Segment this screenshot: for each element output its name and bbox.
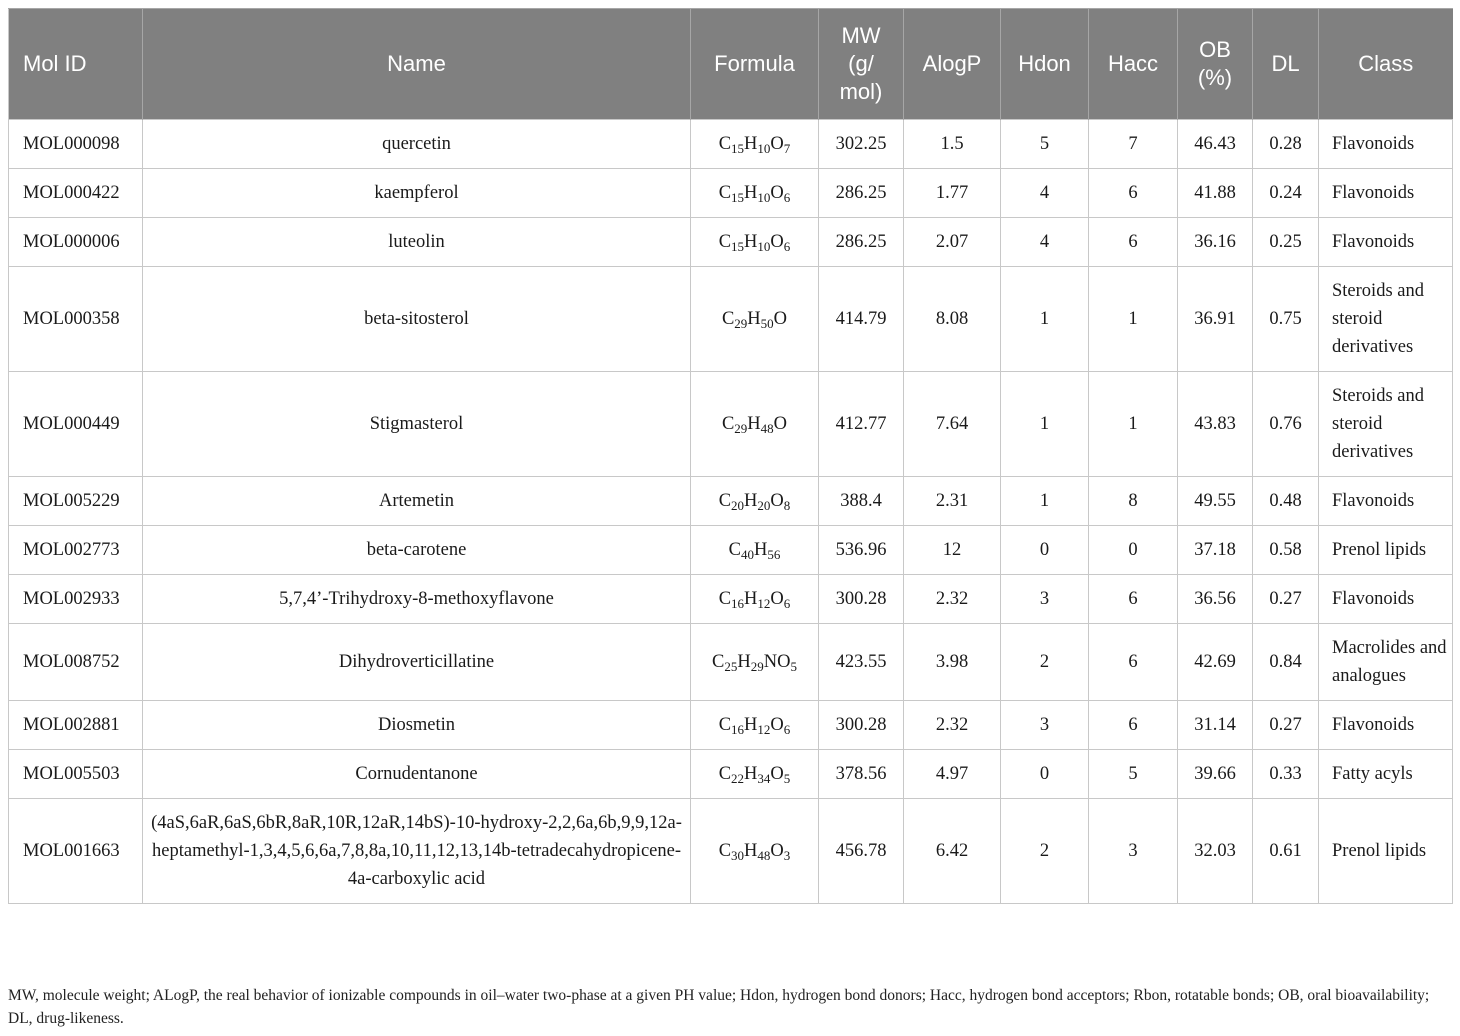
formula-count: 15 [731,141,745,156]
formula-count: 15 [731,239,745,254]
table-body [9,120,1453,904]
cell-hacc: 1 [1089,267,1178,372]
formula-count: 3 [783,848,791,863]
header-ob: OB (%) [1178,9,1253,120]
cell-hdon: 0 [1001,526,1089,575]
formula-count: 16 [731,596,745,611]
cell-alogp: 12 [904,526,1001,575]
cell-mol-id: MOL001663 [9,799,143,904]
cell-name: quercetin [143,120,691,169]
header-mw: MW (g/ mol) [819,9,904,120]
formula-element: H [744,232,758,252]
formula-count: 29 [750,659,764,674]
cell-hdon: 1 [1001,372,1089,477]
cell-mol-id: MOL005229 [9,477,143,526]
header-dl: DL [1253,9,1319,120]
cell-mol-id: MOL000006 [9,218,143,267]
table-row [9,799,1453,904]
cell-hacc: 6 [1089,624,1178,701]
formula-count: 29 [734,421,748,436]
cell-ob: 32.03 [1178,799,1253,904]
cell-ob: 36.56 [1178,575,1253,624]
cell-name: Artemetin [143,477,691,526]
cell-mw: 302.25 [819,120,904,169]
cell-hdon: 5 [1001,120,1089,169]
cell-dl: 0.84 [1253,624,1319,701]
formula-count: 5 [783,771,791,786]
formula-count: 56 [767,547,781,562]
cell-ob: 43.83 [1178,372,1253,477]
cell-ob: 41.88 [1178,169,1253,218]
cell-hacc: 7 [1089,120,1178,169]
formula-count: 10 [757,141,771,156]
table-row [9,526,1453,575]
cell-ob: 31.14 [1178,701,1253,750]
formula-element: O [770,232,784,252]
cell-formula [691,799,819,904]
formula-count: 16 [731,722,745,737]
formula-count: 20 [757,498,771,513]
cell-name: beta-carotene [143,526,691,575]
formula-count: 6 [783,239,791,254]
cell-name: Cornudentanone [143,750,691,799]
formula-count: 5 [790,659,797,674]
formula-element: C [712,652,725,672]
cell-dl: 0.76 [1253,372,1319,477]
cell-formula [691,218,819,267]
cell-name: kaempferol [143,169,691,218]
cell-dl: 0.28 [1253,120,1319,169]
cell-hdon: 0 [1001,750,1089,799]
cell-hdon: 4 [1001,218,1089,267]
cell-alogp: 1.77 [904,169,1001,218]
cell-mol-id: MOL000449 [9,372,143,477]
formula-count: 15 [731,190,745,205]
formula-element: O [773,414,788,434]
cell-ob: 36.91 [1178,267,1253,372]
formula-element: H [744,715,758,735]
cell-hdon: 3 [1001,701,1089,750]
table-row [9,169,1453,218]
cell-hacc: 6 [1089,701,1178,750]
formula-count: 8 [783,498,791,513]
formula-count: 10 [757,239,771,254]
cell-mw: 286.25 [819,218,904,267]
cell-dl: 0.33 [1253,750,1319,799]
cell-hdon: 2 [1001,624,1089,701]
cell-formula [691,750,819,799]
cell-mw: 300.28 [819,701,904,750]
cell-class: Fatty acyls [1319,750,1453,799]
cell-ob: 49.55 [1178,477,1253,526]
formula-element: O [770,491,784,511]
formula-count: 12 [757,722,771,737]
cell-mol-id: MOL000358 [9,267,143,372]
table-container [8,8,1452,904]
header-class: Class [1319,9,1453,120]
cell-name: luteolin [143,218,691,267]
cell-mol-id: MOL005503 [9,750,143,799]
cell-class: Flavonoids [1319,120,1453,169]
cell-ob: 37.18 [1178,526,1253,575]
formula-element: O [773,309,788,329]
formula-element: H [744,183,758,203]
formula-count: 6 [783,190,791,205]
cell-class: Steroids and steroid derivatives [1319,267,1453,372]
cell-formula [691,624,819,701]
cell-name: beta-sitosterol [143,267,691,372]
table-row [9,372,1453,477]
cell-dl: 0.27 [1253,701,1319,750]
formula-element: C [718,589,732,609]
cell-class: Prenol lipids [1319,526,1453,575]
formula-element: C [718,134,732,154]
cell-dl: 0.24 [1253,169,1319,218]
cell-formula [691,575,819,624]
cell-name: Diosmetin [143,701,691,750]
cell-alogp: 7.64 [904,372,1001,477]
cell-mw: 536.96 [819,526,904,575]
cell-mol-id: MOL002881 [9,701,143,750]
formula-element: C [718,491,732,511]
table-row [9,575,1453,624]
cell-hdon: 3 [1001,575,1089,624]
cell-hacc: 1 [1089,372,1178,477]
formula-element: C [718,183,732,203]
formula-element: C [718,764,732,784]
table-row [9,750,1453,799]
formula-count: 6 [783,596,791,611]
formula-element: O [770,841,784,861]
table-row [9,624,1453,701]
cell-alogp: 1.5 [904,120,1001,169]
cell-mol-id: MOL002933 [9,575,143,624]
cell-formula [691,701,819,750]
formula-count: 50 [760,316,774,331]
table-row [9,701,1453,750]
cell-mw: 412.77 [819,372,904,477]
cell-alogp: 2.32 [904,701,1001,750]
cell-dl: 0.75 [1253,267,1319,372]
formula-element: C [718,232,732,252]
cell-alogp: 3.98 [904,624,1001,701]
cell-hacc: 3 [1089,799,1178,904]
header-hdon: Hdon [1001,9,1089,120]
cell-class: Flavonoids [1319,575,1453,624]
cell-name: Dihydroverticillatine [143,624,691,701]
table-footnote: MW, molecule weight; ALogP, the real behavior of ionizable compounds in oil–water two-phase at a given PH value; Hdon, hydrogen bond donors; Hacc, hydrogen bond acceptors; Rbon, rotatable bonds; OB, oral bioavailability; DL, drug-likeness. [8,987,1430,1027]
cell-ob: 39.66 [1178,750,1253,799]
formula-count: 25 [724,659,738,674]
cell-alogp: 4.97 [904,750,1001,799]
formula-element: O [770,134,784,154]
formula-element: O [770,589,784,609]
header-formula: Formula [691,9,819,120]
cell-formula [691,372,819,477]
cell-class: Flavonoids [1319,477,1453,526]
formula-element: C [721,309,735,329]
formula-element: C [718,841,732,861]
compounds-table [8,8,1453,904]
formula-count: 10 [757,190,771,205]
table-row [9,267,1453,372]
cell-formula [691,526,819,575]
formula-element: NO [763,652,791,672]
cell-class: Flavonoids [1319,701,1453,750]
cell-name: (4aS,6aR,6aS,6bR,8aR,10R,12aR,14bS)-10-hydroxy-2,2,6a,6b,9,9,12a-heptamethyl-1,3,4,5,6,6a,7,8,8a,10,11,12,13,14b-tetradecahydropicene-4a-carboxylic acid [143,799,691,904]
formula-count: 6 [783,722,791,737]
cell-mol-id: MOL000422 [9,169,143,218]
cell-alogp: 2.07 [904,218,1001,267]
cell-dl: 0.58 [1253,526,1319,575]
table-row [9,218,1453,267]
cell-mw: 423.55 [819,624,904,701]
formula-element: H [744,589,758,609]
formula-count: 22 [731,771,745,786]
cell-hdon: 4 [1001,169,1089,218]
cell-hacc: 0 [1089,526,1178,575]
cell-alogp: 2.31 [904,477,1001,526]
cell-formula [691,267,819,372]
cell-class: Flavonoids [1319,218,1453,267]
cell-formula [691,477,819,526]
cell-hacc: 8 [1089,477,1178,526]
formula-count: 40 [740,547,754,562]
formula-count: 30 [731,848,745,863]
cell-dl: 0.27 [1253,575,1319,624]
cell-mol-id: MOL008752 [9,624,143,701]
cell-alogp: 2.32 [904,575,1001,624]
formula-element: O [770,715,784,735]
cell-formula [691,120,819,169]
cell-mw: 286.25 [819,169,904,218]
cell-class: Macrolides and analogues [1319,624,1453,701]
formula-element: O [770,183,784,203]
formula-count: 48 [760,421,774,436]
cell-mw: 300.28 [819,575,904,624]
cell-hdon: 2 [1001,799,1089,904]
cell-formula [691,169,819,218]
cell-mw: 456.78 [819,799,904,904]
formula-element: H [753,540,768,560]
formula-count: 12 [757,596,771,611]
header-mol-id: Mol ID [9,9,143,120]
formula-element: H [744,841,758,861]
header-hacc: Hacc [1089,9,1178,120]
cell-name: Stigmasterol [143,372,691,477]
formula-element: O [770,764,784,784]
cell-mol-id: MOL002773 [9,526,143,575]
cell-name: 5,7,4’-Trihydroxy-8-methoxyflavone [143,575,691,624]
table-row [9,477,1453,526]
table-row [9,120,1453,169]
cell-hacc: 6 [1089,169,1178,218]
formula-element: C [721,414,735,434]
cell-dl: 0.61 [1253,799,1319,904]
cell-hacc: 5 [1089,750,1178,799]
formula-count: 20 [731,498,745,513]
cell-hacc: 6 [1089,218,1178,267]
formula-element: H [744,764,758,784]
formula-element: C [728,540,741,560]
cell-hdon: 1 [1001,477,1089,526]
formula-element: H [744,134,758,154]
cell-alogp: 6.42 [904,799,1001,904]
cell-alogp: 8.08 [904,267,1001,372]
formula-element: H [744,491,758,511]
cell-class: Steroids and steroid derivatives [1319,372,1453,477]
formula-count: 34 [757,771,771,786]
cell-hdon: 1 [1001,267,1089,372]
formula-element: H [747,309,761,329]
cell-ob: 46.43 [1178,120,1253,169]
cell-ob: 36.16 [1178,218,1253,267]
formula-count: 48 [757,848,771,863]
formula-element: H [747,414,761,434]
header-alogp: AlogP [904,9,1001,120]
table-header [9,9,1453,120]
formula-count: 29 [734,316,748,331]
cell-dl: 0.48 [1253,477,1319,526]
cell-mol-id: MOL000098 [9,120,143,169]
formula-element: C [718,715,732,735]
cell-hacc: 6 [1089,575,1178,624]
cell-class: Flavonoids [1319,169,1453,218]
formula-count: 7 [783,141,791,156]
header-name: Name [143,9,691,120]
cell-dl: 0.25 [1253,218,1319,267]
cell-ob: 42.69 [1178,624,1253,701]
cell-mw: 378.56 [819,750,904,799]
cell-mw: 414.79 [819,267,904,372]
formula-element: H [737,652,751,672]
cell-mw: 388.4 [819,477,904,526]
cell-class: Prenol lipids [1319,799,1453,904]
